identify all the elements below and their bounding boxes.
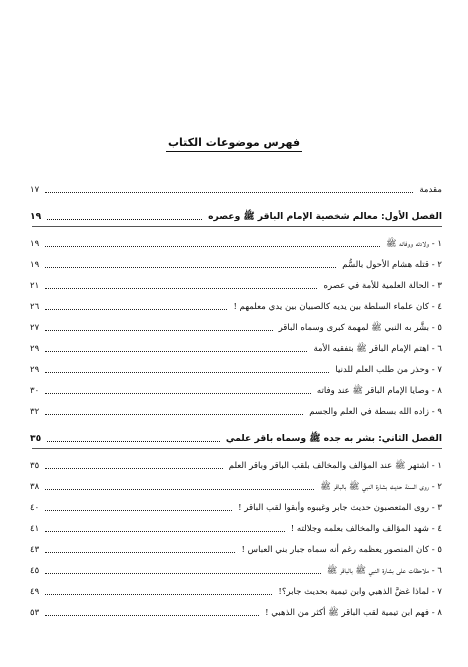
toc-page-number: ١٩	[30, 239, 40, 249]
toc-item-row[interactable]	[30, 402, 442, 418]
toc-entry-text: ١ - اشتهر ﷺ عند المؤالف والمخالف بلقب الباقر وباقر العلم	[228, 461, 442, 471]
toc-item-row[interactable]	[30, 255, 442, 271]
dot-leader	[45, 266, 336, 268]
toc-entry-text: ٢ - قتله هشام الأحول بالسُّم	[342, 260, 442, 270]
toc-entry-text: ٤ - كان علماء السلطة بين يديه كالصبيان بين يدي معلمهم !	[233, 302, 442, 312]
toc-entry-text: ٦ - اهتم الإمام الباقر ﷺ بتفقيه الأمة	[313, 344, 442, 354]
toc-page-number: ٤٣	[30, 545, 40, 555]
section-divider	[32, 226, 442, 227]
toc-page-number: ٢١	[30, 281, 40, 291]
toc-entry-text: ٩ - زاده الله بسطة في العلم والجسم	[309, 407, 442, 417]
toc-page-number: ١٧	[30, 185, 40, 195]
toc-item-row[interactable]	[30, 297, 442, 313]
toc-page-number: ٣٥	[30, 433, 42, 444]
toc-item-row[interactable]	[30, 498, 442, 514]
page-title: فهرس موضوعات الكتاب	[0, 136, 468, 149]
toc-entry-text: ٢ - روى السنة حديث بشارة النبي ﷺ بالباقر ﷺ	[320, 482, 442, 492]
dot-leader	[45, 245, 380, 247]
toc-page-number: ٢٧	[30, 323, 40, 333]
toc-item-row[interactable]	[30, 582, 442, 598]
toc-item-row[interactable]	[30, 603, 442, 619]
dot-leader	[45, 329, 272, 331]
toc-entry-text: ٥ - كان المنصور يعظمه رغم أنه سماه جبار بني العباس !	[241, 545, 442, 555]
section-divider	[32, 448, 442, 449]
toc-page-number: ٣٨	[30, 482, 40, 492]
toc-item-row[interactable]	[30, 339, 442, 355]
toc-page-number: ٢٩	[30, 365, 40, 375]
toc-entry-text: ٨ - وصايا الإمام الباقر ﷺ عند وفاته	[316, 386, 442, 396]
dot-leader	[45, 413, 303, 415]
dot-leader	[47, 218, 202, 220]
dot-leader	[45, 572, 321, 574]
dot-leader	[45, 191, 413, 193]
toc-item-row[interactable]	[30, 561, 442, 577]
dot-leader	[45, 467, 222, 469]
chapter-title: الفصل الأول: معالم شخصية الإمام الباقر ﷺ وعصره	[208, 211, 442, 222]
toc-page-number: ٢٩	[30, 344, 40, 354]
toc-page-number: ٢٦	[30, 302, 40, 312]
toc-page-number: ٤٩	[30, 587, 40, 597]
toc-item-row[interactable]	[30, 381, 442, 397]
dot-leader	[45, 551, 235, 553]
toc-page-number: ٤٥	[30, 566, 40, 576]
dot-leader	[45, 509, 232, 511]
toc-page-number: ١٩	[30, 260, 40, 270]
toc-entry-text: ٧ - لماذا غضَّ الذهبي وابن تيمية بحديث جابر؟!	[278, 587, 442, 597]
dot-leader	[45, 308, 227, 310]
toc-intro-row[interactable]	[30, 180, 442, 196]
toc-item-row[interactable]	[30, 519, 442, 535]
toc-page-number: ٣٥	[30, 461, 40, 471]
dot-leader	[45, 392, 311, 394]
toc-page-number: ٤٠	[30, 503, 40, 513]
toc-item-row[interactable]	[30, 456, 442, 472]
dot-leader	[45, 371, 329, 373]
toc-page-number: ٣٠	[30, 386, 40, 396]
toc-entry-text: ٧ - وحذر من طلب العلم للدنيا	[335, 365, 442, 375]
toc-page-number: ٥٣	[30, 608, 40, 618]
toc-page-number: ٣٢	[30, 407, 40, 417]
toc-entry-text: ٦ - ملاحظات على بشارة النبي ﷺ بالباقر ﷺ	[326, 566, 442, 576]
toc-entry-text: ٣ - الحالة العلمية للأمة في عصره	[323, 281, 442, 291]
toc-item-row[interactable]	[30, 234, 442, 250]
toc-entry-text: ٤ - شهد المؤالف والمخالف بعلمه وجلالته !	[290, 524, 442, 534]
chapter-title: الفصل الثاني: بشر به جده ﷺ وسماه باقر علمي	[225, 433, 442, 444]
toc-chapter-2-row[interactable]	[30, 429, 442, 445]
toc-item-row[interactable]	[30, 540, 442, 556]
dot-leader	[45, 530, 285, 532]
dot-leader	[45, 350, 307, 352]
toc-item-row[interactable]	[30, 477, 442, 493]
toc-chapter-1-row[interactable]	[30, 207, 442, 223]
toc-entry-text: ٨ - فهم ابن تيمية لقب الباقر ﷺ أكثر من الذهبي !	[265, 608, 442, 618]
toc-entry-text: ٣ - روى المتعصبون حديث جابر وغيبوه وأبقوا لقب الباقر !	[238, 503, 442, 513]
toc-page-number: ١٩	[30, 211, 42, 222]
toc-item-row[interactable]	[30, 318, 442, 334]
dot-leader	[45, 614, 259, 616]
toc-entry-text: مقدمة	[419, 185, 442, 195]
dot-leader	[45, 593, 272, 595]
toc-item-row[interactable]	[30, 276, 442, 292]
toc-entry-text: ٥ - بشَّر به النبي ﷺ لمهمة كبرى وسماه الباقر	[278, 323, 442, 333]
dot-leader	[47, 440, 220, 442]
dot-leader	[45, 488, 314, 490]
toc-entry-text: ١ - ولادته ووفاته ﷺ	[386, 239, 442, 249]
toc-page-number: ٤١	[30, 524, 40, 534]
toc-item-row[interactable]	[30, 360, 442, 376]
dot-leader	[45, 287, 317, 289]
